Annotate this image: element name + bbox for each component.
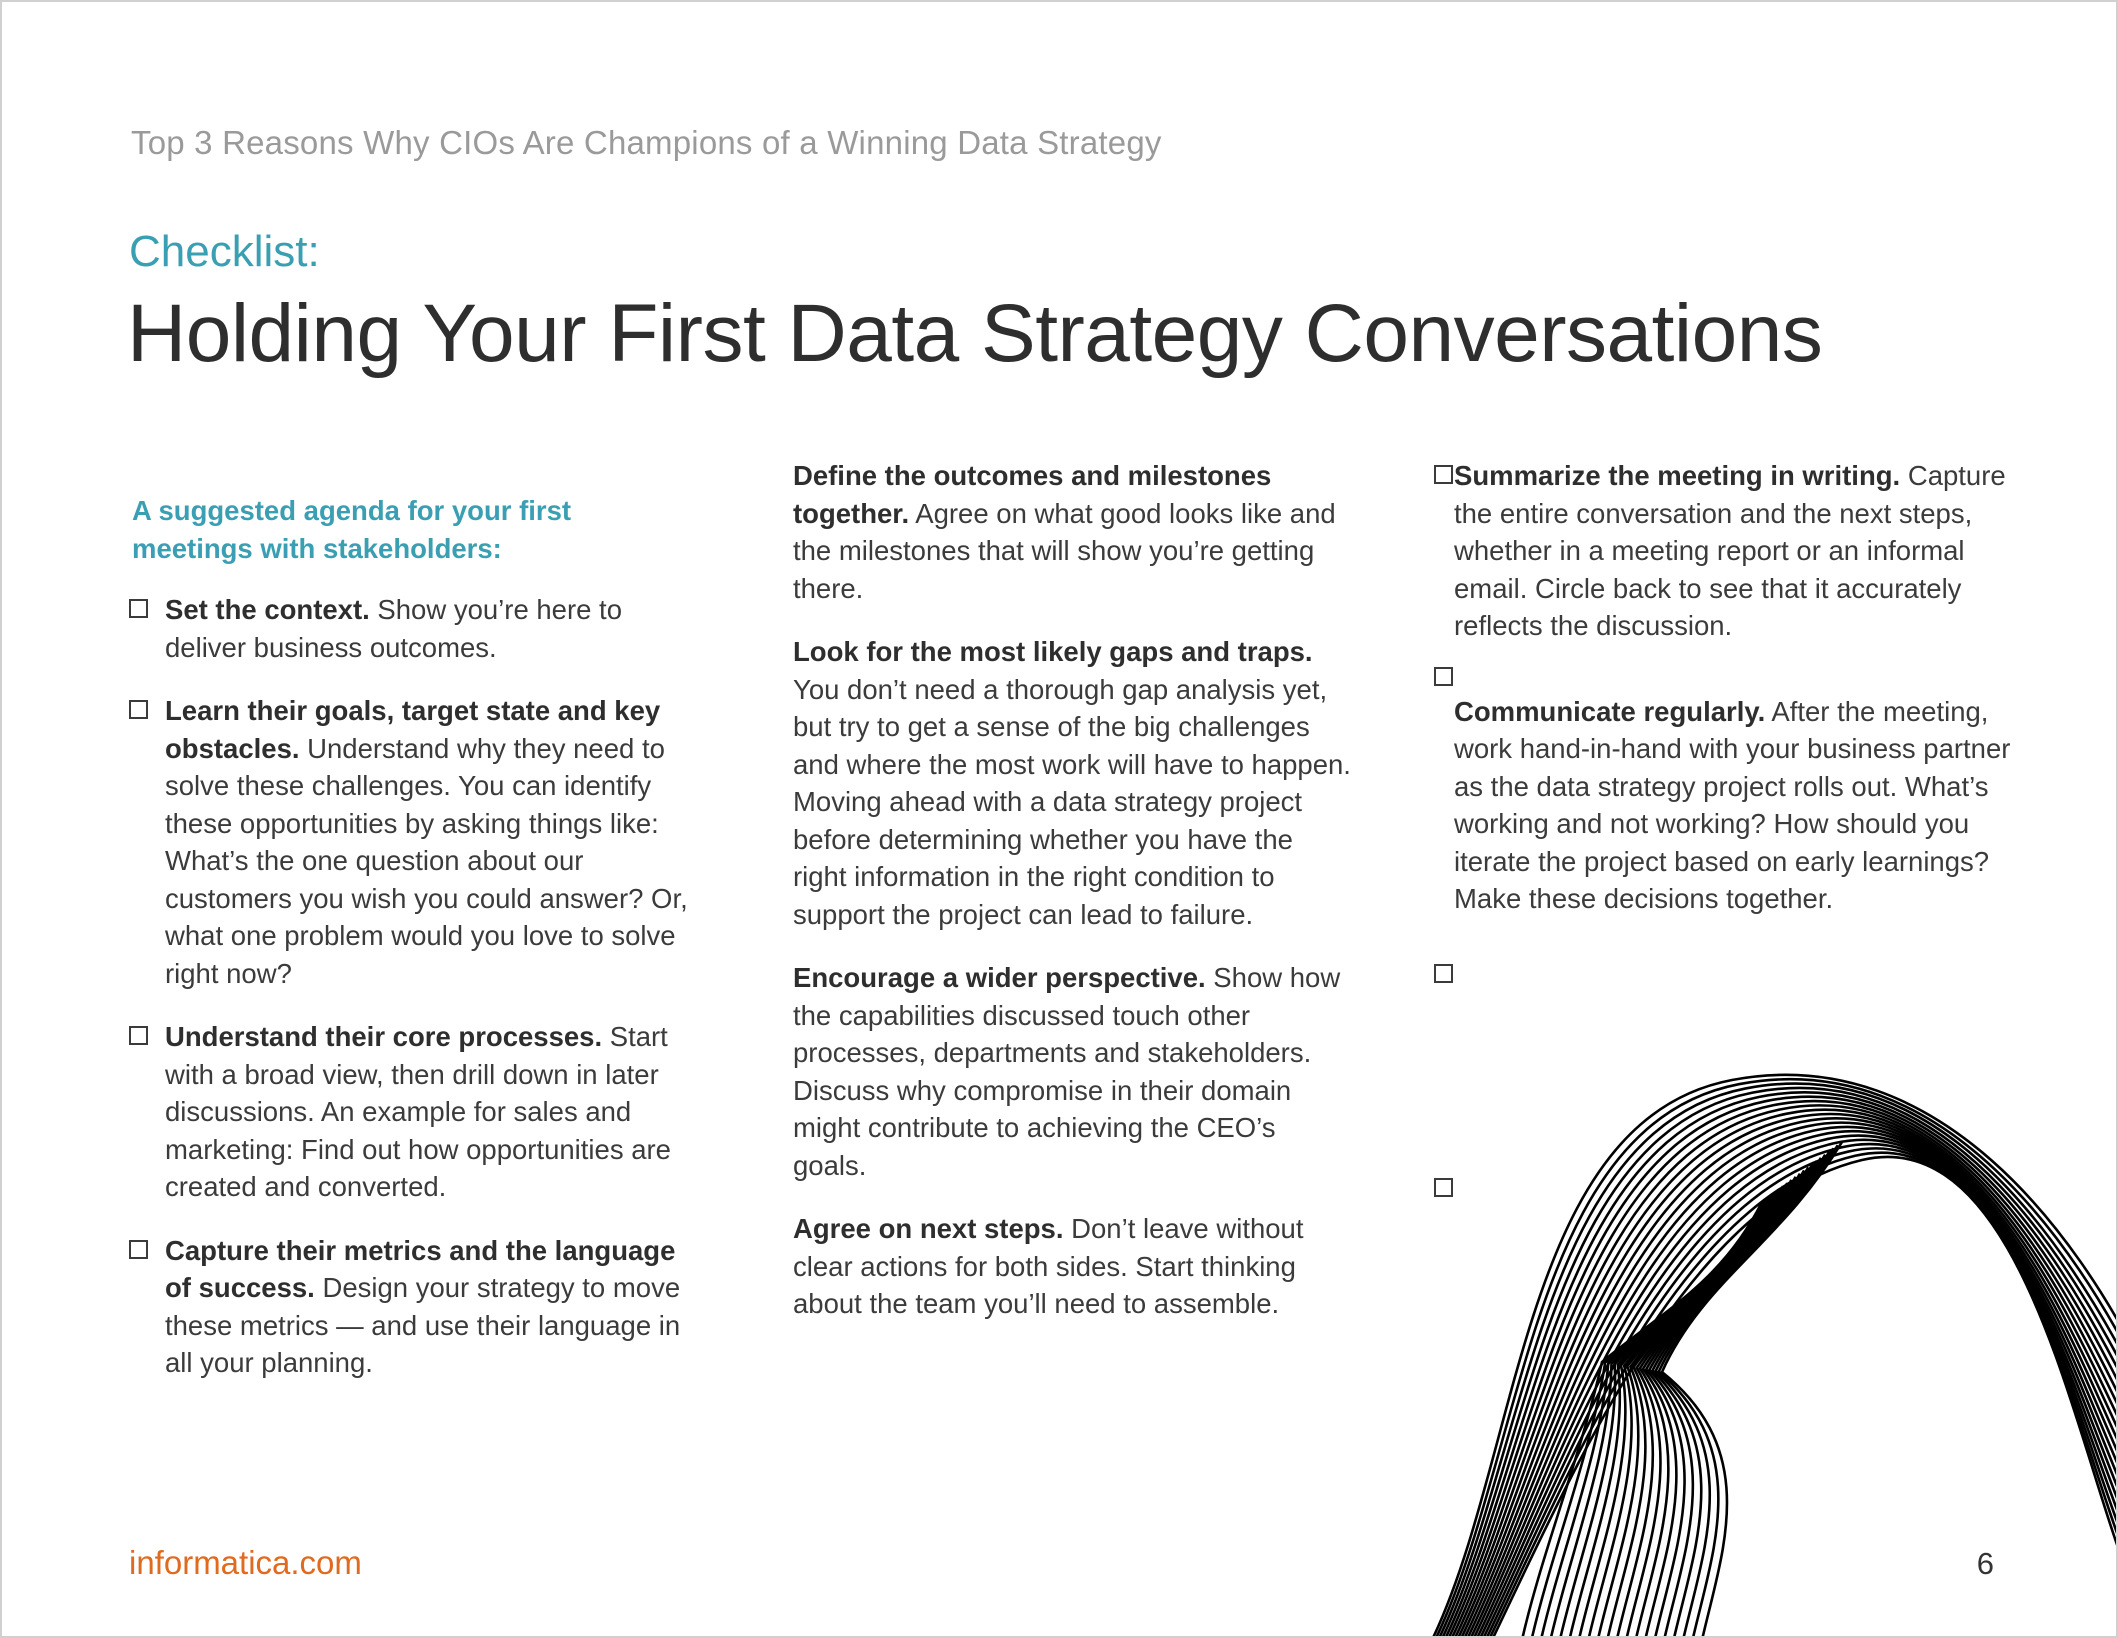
checkbox-icon[interactable]: [129, 1026, 148, 1045]
decorative-wave-graphic: [1402, 1032, 2118, 1638]
column-agenda: [129, 492, 689, 1408]
page-title: Holding Your First Data Strategy Conversations: [127, 288, 1823, 379]
item-text: Understand why they need to solve these challenges. You can identify these opportunities by asking things like: What’s the one question about our customers you wish you could answer? Or, what one problem would you love to solve right now?: [165, 732, 688, 989]
checkbox-icon[interactable]: [129, 599, 148, 618]
wave-line: [1659, 1145, 1838, 1638]
checkbox-icon[interactable]: [1434, 667, 1453, 686]
agenda-heading: A suggested agenda for your first meetings with stakeholders:: [132, 495, 572, 564]
wave-line: [1646, 1158, 1821, 1638]
page-number: 6: [1976, 1546, 1994, 1581]
wave-line: [1649, 1155, 1825, 1638]
item-text: Show how the capabilities discussed touch other processes, departments and stakeholders. Discuss why compromise in their domain might contribute to achieving the CEO’s goals.: [793, 962, 1341, 1181]
checkbox-icon[interactable]: [1434, 964, 1453, 983]
item-title: Agree on next steps.: [793, 1213, 1064, 1244]
item-title: Capture their metrics and the language of success.: [165, 1234, 676, 1303]
item-text: Capture the entire conversation and the next steps, whether in a meeting report or an informal email. Circle back to see that it accurately reflects the discussion.: [1454, 460, 2006, 641]
checklist-kicker: Checklist:: [129, 227, 320, 276]
item-text: Design your strategy to move these metrics — and use their language in all your planning.: [165, 1272, 681, 1378]
item-title: Communicate regularly.: [1454, 695, 1766, 727]
item-text: Agree on what good looks like and the milestones that will show you’re getting there.: [793, 497, 1336, 604]
item-text: Don’t leave without clear actions for both sides. Start thinking about the team you’ll need to assemble.: [793, 1213, 1304, 1319]
item-title: Look for the most likely gaps and traps.: [793, 636, 1313, 667]
item-title: Set the context.: [165, 594, 370, 625]
checkbox-icon[interactable]: [129, 1240, 148, 1259]
item-title: Learn their goals, target state and key obstacles.: [165, 695, 661, 764]
checklist-item: [1434, 457, 2014, 645]
checklist-item: [129, 692, 689, 992]
checklist-item: [793, 633, 1353, 933]
checklist-item: [129, 1232, 689, 1382]
item-title: Understand their core processes.: [165, 1021, 603, 1052]
item-text: You don’t need a thorough gap analysis yet, but try to get a sense of the big challenges and where the most work will have to happen. Moving ahead with a data strategy project before determining whether you have the right information in the right condition to support the project can lead to failure.: [793, 673, 1351, 930]
checklist-item: [793, 457, 1353, 607]
wave-line: [1643, 1161, 1817, 1638]
wave-line: [1438, 1084, 2118, 1638]
column-right: [1434, 457, 2014, 944]
item-title: Summarize the meeting in writing.: [1454, 460, 1901, 491]
wave-line: [1653, 1151, 1830, 1638]
checklist-item: [793, 959, 1353, 1184]
column-middle: [793, 457, 1353, 1349]
checkbox-icon[interactable]: [129, 700, 148, 719]
item-title: Define the outcomes and milestones together.: [793, 460, 1272, 529]
checklist-item: [129, 1018, 689, 1206]
checklist-item: [1434, 659, 2014, 918]
running-title: Top 3 Reasons Why CIOs Are Champions of a Winning Data Strategy: [131, 124, 1162, 161]
footer-website-link[interactable]: informatica.com: [129, 1544, 362, 1581]
item-text: Start with a broad view, then drill down in later discussions. An example for sales and marketing: Find out how opportunities are created and converted.: [165, 1021, 671, 1202]
item-title: Encourage a wider perspective.: [793, 962, 1206, 993]
checkbox-icon[interactable]: [1434, 465, 1453, 484]
wave-line: [1451, 1101, 2118, 1638]
item-text: Show you’re here to deliver business outcomes.: [165, 594, 622, 663]
item-text: After the meeting, work hand-in-hand with your business partner as the data strategy project rolls out. What’s working and not working? How should you iterate the project based on early learnings? Make these decisions together.: [1454, 695, 2011, 914]
checklist-item: [793, 1210, 1353, 1323]
checklist-item: [129, 591, 689, 666]
